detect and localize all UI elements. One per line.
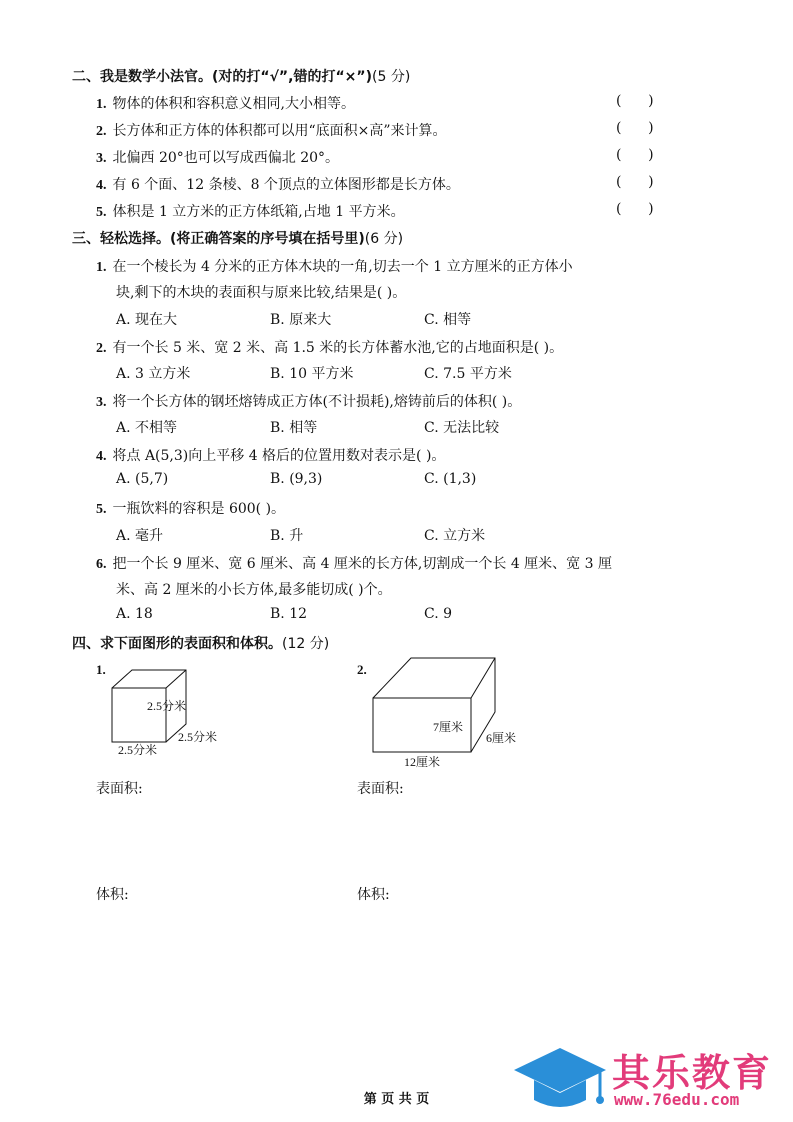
page-footer: 第 页 共 页 [363,1092,430,1107]
fig2-surface-area-label: 表面积: [357,781,404,797]
s3-q4-option-a: A. (5,7) [116,471,169,487]
s3-q1-line2: 块,剩下的木块的表面积与原来比较,结果是( )。 [116,285,407,301]
s2-item-4: 4. 有 6 个面、12 条棱、8 个顶点的立体图形都是长方体。 [96,177,460,193]
s3-q5-option-a: A. 毫升 [116,528,164,544]
s3-q4-option-c: C. (1,3) [424,471,477,487]
s3-q6-option-b: B. 12 [270,606,308,622]
s2-item-5: 5. 体积是 1 立方米的正方体纸箱,占地 1 平方米。 [96,204,405,220]
s3-q6-line1: 6. 把一个长 9 厘米、宽 6 厘米、高 4 厘米的长方体,切割成一个长 4 厘米、宽 3 厘 [96,556,612,572]
s3-q5-option-c: C. 立方米 [424,528,486,544]
fig1-volume-label: 体积: [96,887,129,903]
s3-q2-option-a: A. 3 立方米 [116,366,191,382]
s2-item-2: 2. 长方体和正方体的体积都可以用“底面积×高”来计算。 [96,123,447,139]
s3-q4-line1: 4. 将点 A(5,3)向上平移 4 格后的位置用数对表示是( )。 [96,448,446,464]
s3-q2-option-c: C. 7.5 平方米 [424,366,512,382]
s3-q2-line1: 2. 有一个长 5 米、宽 2 米、高 1.5 米的长方体蓄水池,它的占地面积是( )。 [96,340,564,356]
s3-q6-option-a: A. 18 [116,606,153,622]
figure-2-label: 2. [357,662,367,677]
s3-q5-line1: 5. 一瓶饮料的容积是 600( )。 [96,501,286,517]
s3-q3-line1: 3. 将一个长方体的钢坯熔铸成正方体(不计损耗),熔铸前后的体积( )。 [96,394,522,410]
section-4-title: 四、求下面图形的表面积和体积。(12 分) [72,636,330,652]
s3-q6-line2: 米、高 2 厘米的小长方体,最多能切成( )个。 [116,582,392,598]
figure-1-label: 1. [96,662,106,677]
fig1-surface-area-label: 表面积: [96,781,143,797]
brand-name: 其乐教育 [612,1051,773,1095]
s3-q3-option-c: C. 无法比较 [424,420,500,436]
s3-q1-option-b: B. 原来大 [270,312,332,328]
section-2-title: 二、我是数学小法官。(对的打“√”,错的打“×”)(5 分) [72,69,411,85]
fig2-volume-label: 体积: [357,887,390,903]
cuboid-depth-label: 6厘米 [486,731,517,745]
s3-q3-option-b: B. 相等 [270,420,318,436]
s3-q4-option-b: B. (9,3) [270,471,323,487]
cube-depth-label: 2.5分米 [178,730,218,744]
s2-item-3: 3. 北偏西 20°也可以写成西偏北 20°。 [96,150,340,166]
s3-q6-option-c: C. 9 [424,606,453,622]
brand-url: www.76edu.com [614,1090,740,1109]
s2-answer-box-1[interactable]: ( ) [616,93,654,109]
cube-width-label: 2.5分米 [118,743,158,757]
s3-q3-option-a: A. 不相等 [116,420,178,436]
s3-q5-option-b: B. 升 [270,528,304,544]
s3-q1-option-a: A. 现在大 [116,312,178,328]
s3-q2-option-b: B. 10 平方米 [270,366,354,382]
s2-answer-box-4[interactable]: ( ) [616,174,654,190]
s2-answer-box-5[interactable]: ( ) [616,201,654,217]
cuboid-width-label: 12厘米 [404,755,441,769]
cuboid-height-label: 7厘米 [433,720,464,734]
s2-item-1: 1. 物体的体积和容积意义相同,大小相等。 [96,96,355,112]
cube-height-label: 2.5分米 [147,699,187,713]
s3-q1-option-c: C. 相等 [424,312,472,328]
section-3-title: 三、轻松选择。(将正确答案的序号填在括号里)(6 分) [72,231,404,247]
s2-answer-box-2[interactable]: ( ) [616,120,654,136]
s2-answer-box-3[interactable]: ( ) [616,147,654,163]
s3-q1-line1: 1. 在一个棱长为 4 分米的正方体木块的一角,切去一个 1 立方厘米的正方体小 [96,259,573,275]
